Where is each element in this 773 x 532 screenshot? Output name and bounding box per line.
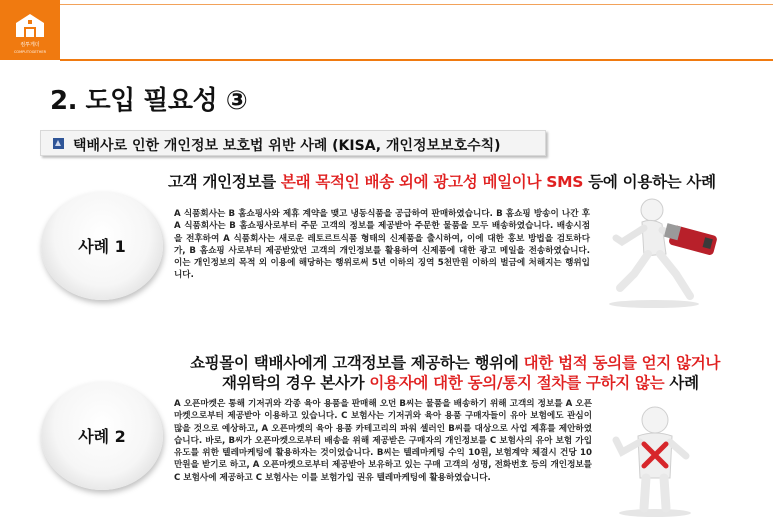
case1-circle (41, 192, 163, 300)
case1-headline-emphasis: 본래 목적인 배송 외에 광고성 메일이나 SMS (280, 173, 584, 191)
subtitle-box (40, 130, 546, 156)
case2-headline-line1 (190, 351, 720, 373)
case1-headline (168, 170, 716, 192)
case2-label: 사례 2 (78, 427, 126, 446)
case1-headline-part3: 등에 이용하는 사례 (583, 173, 716, 191)
page-title: 2. 도입 필요성 ③ (50, 86, 248, 116)
case2-headline-line2-part3: 사례 (664, 374, 699, 392)
subtitle-text: 택배사로 인한 개인정보 보호법 위반 사례 (KISA, 개인정보보호수칙) (73, 138, 501, 154)
case2-circle (41, 382, 163, 490)
case1-label: 사례 1 (78, 237, 126, 256)
case2-headline-line2-part1: 재위탁의 경우 본사가 (222, 374, 370, 392)
running-thief-with-usb-figure-icon (592, 192, 722, 310)
case2-headline-line1-emphasis: 대한 법적 동의를 얻지 않거나 (523, 354, 721, 372)
header-divider-top (60, 4, 773, 5)
company-logo (0, 0, 60, 60)
logo-icon (14, 11, 46, 39)
header-bar (0, 0, 773, 62)
logo-subtext: COMPUTOGETHER (13, 50, 47, 54)
case1-headline-part1: 고객 개인정보를 (168, 173, 281, 191)
logo-text: 컴투게더 (20, 42, 40, 48)
person-with-red-x-figure-icon (600, 400, 710, 518)
bullet-icon (53, 138, 64, 149)
case2-description: A 오픈마켓은 통해 기저귀와 각종 육아 용품을 판매해 오던 B씨는 물품을 배송하기 위해 고객의 정보를 A 오픈마켓으로부터 제공받아 이용하고 있습니다. C 보험사는 기저귀와 육아 용품 구매자들이 유아 보험에도 관심이 많을 것으로 예상하고, A 오픈마켓의 육아 용품 카테고리의 파워 셀러인 B씨를 대상으로 사업 제휴를 제안하였습니다. 바로, B씨가 오픈마켓으로부터 배송을 위해 제공받은 구매자의 개인정보를 C 보험사의 유아 보험 가입 유도를 위한 텔레마케팅에 활용하자는 것이었습니다. B씨는 텔레마케팅 수익 10원, 보험계약 체결시 건당 10만원을 받기로 하고, A 오픈마켓으로부터 제공받아 보유하고 있는 구매 고객의 성명, 전화번호 등의 개인정보를 C 보험사에 제공하고 C 보험사는 이를 보험가입 권유 텔레마케팅에 활용하였습니다. (174, 399, 592, 483)
case1-description: A 식품회사는 B 홈쇼핑사와 제휴 계약을 맺고 냉동식품을 공급하여 판매하였습니다. B 홈쇼핑 방송이 나간 후 A 식품회사는 B 홈쇼핑사로부터 주문 고객의 정보를 제공받아 주문한 물품을 모두 배송하였습니다. 배송시점을 전후하여 A 식품회사는 새로운 레토르트식품 형태의 신제품을 출시하여, 이에 대한 홍보 방법을 검토하다가, B 홈쇼핑 사로부터 제공받았던 고객의 개인정보를 활용하여 신제품에 대한 광고 메일을 전송하였습니다. 이는 개인정보의 목적 외 이용에 해당하는 행위로써 5년 이하의 징역 5천만원 이하의 벌금에 처해지는 행위입니다. (174, 209, 590, 281)
case2-headline-line2-emphasis: 이용자에 대한 동의/통지 절차를 구하지 않는 (369, 374, 665, 392)
case2-headline-line2 (222, 371, 699, 393)
case2-headline-line1-part1: 쇼핑몰이 택배사에게 고객정보를 제공하는 행위에 (190, 354, 524, 372)
header-divider-bottom (60, 59, 773, 61)
